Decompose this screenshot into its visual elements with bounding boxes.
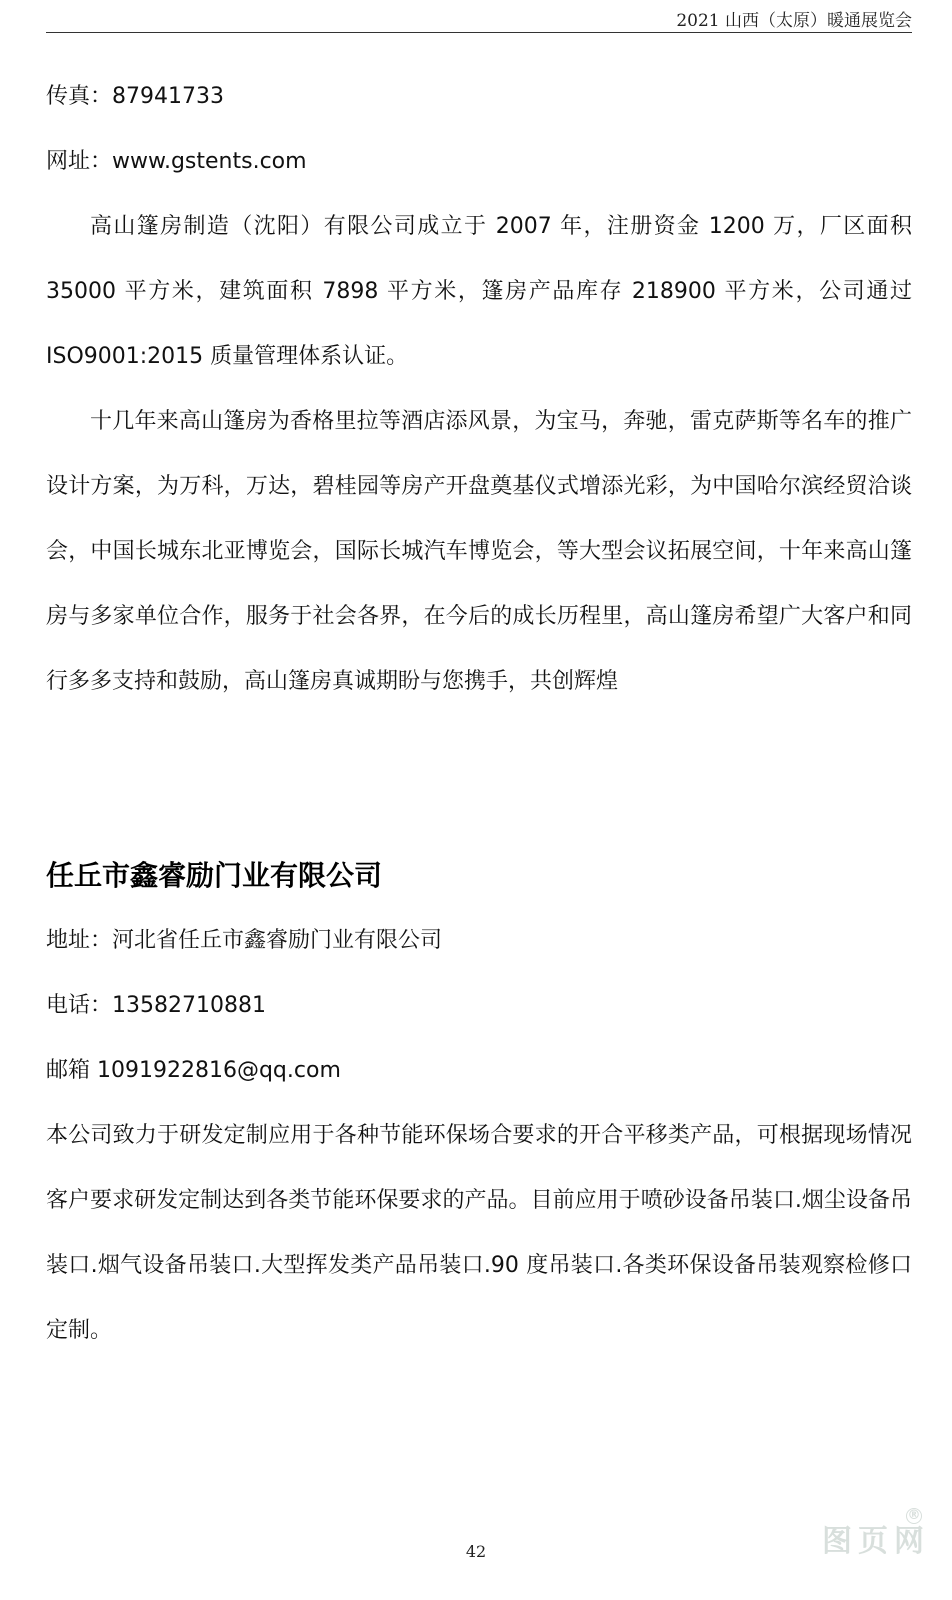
- email-line: 邮箱 1091922816@qq.com: [46, 1058, 341, 1083]
- registered-mark-icon: ®: [907, 1508, 921, 1523]
- watermark-logo: [822, 1508, 930, 1560]
- page-number: 42: [465, 1542, 487, 1561]
- company-description-paragraph: 本公司致力于研发定制应用于各种节能环保场合要求的开合平移类产品，可根据现场情况客户要求研发定制达到各类节能环保要求的产品。目前应用于喷砂设备吊装口.烟尘设备吊装口.烟气设备吊装口.大型挥发类产品吊装口.90 度吊装口.各类环保设备吊装观察检修口定制。: [46, 1123, 912, 1343]
- website-line: 网址：www.gstents.com: [46, 149, 307, 174]
- phone-line: 电话：13582710881: [46, 993, 266, 1018]
- address-line: 地址：河北省任丘市鑫睿励门业有限公司: [46, 928, 443, 953]
- header-divider: [46, 32, 912, 33]
- company-intro-paragraph: 高山篷房制造（沈阳）有限公司成立于 2007 年，注册资金 1200 万，厂区面积 35000 平方米，建筑面积 7898 平方米，篷房产品库存 218900 平方米，公司通过 ISO9001:2015 质量管理体系认证。: [46, 214, 912, 369]
- fax-line: 传真：87941733: [46, 84, 224, 109]
- watermark-text: 图页网: [822, 1524, 930, 1559]
- company-title: 任丘市鑫睿励门业有限公司: [46, 859, 383, 892]
- header-title: 2021 山西（太原）暖通展览会: [676, 11, 912, 31]
- company-history-paragraph: 十几年来高山篷房为香格里拉等酒店添风景，为宝马，奔驰，雷克萨斯等名车的推广设计方案，为万科，万达，碧桂园等房产开盘奠基仪式增添光彩，为中国哈尔滨经贸洽谈会，中国长城东北亚博览会，国际长城汽车博览会，等大型会议拓展空间，十年来高山篷房与多家单位合作，服务于社会各界，在今后的成长历程里，高山篷房希望广大客户和同行多多支持和鼓励，高山篷房真诚期盼与您携手，共创辉煌: [46, 409, 912, 694]
